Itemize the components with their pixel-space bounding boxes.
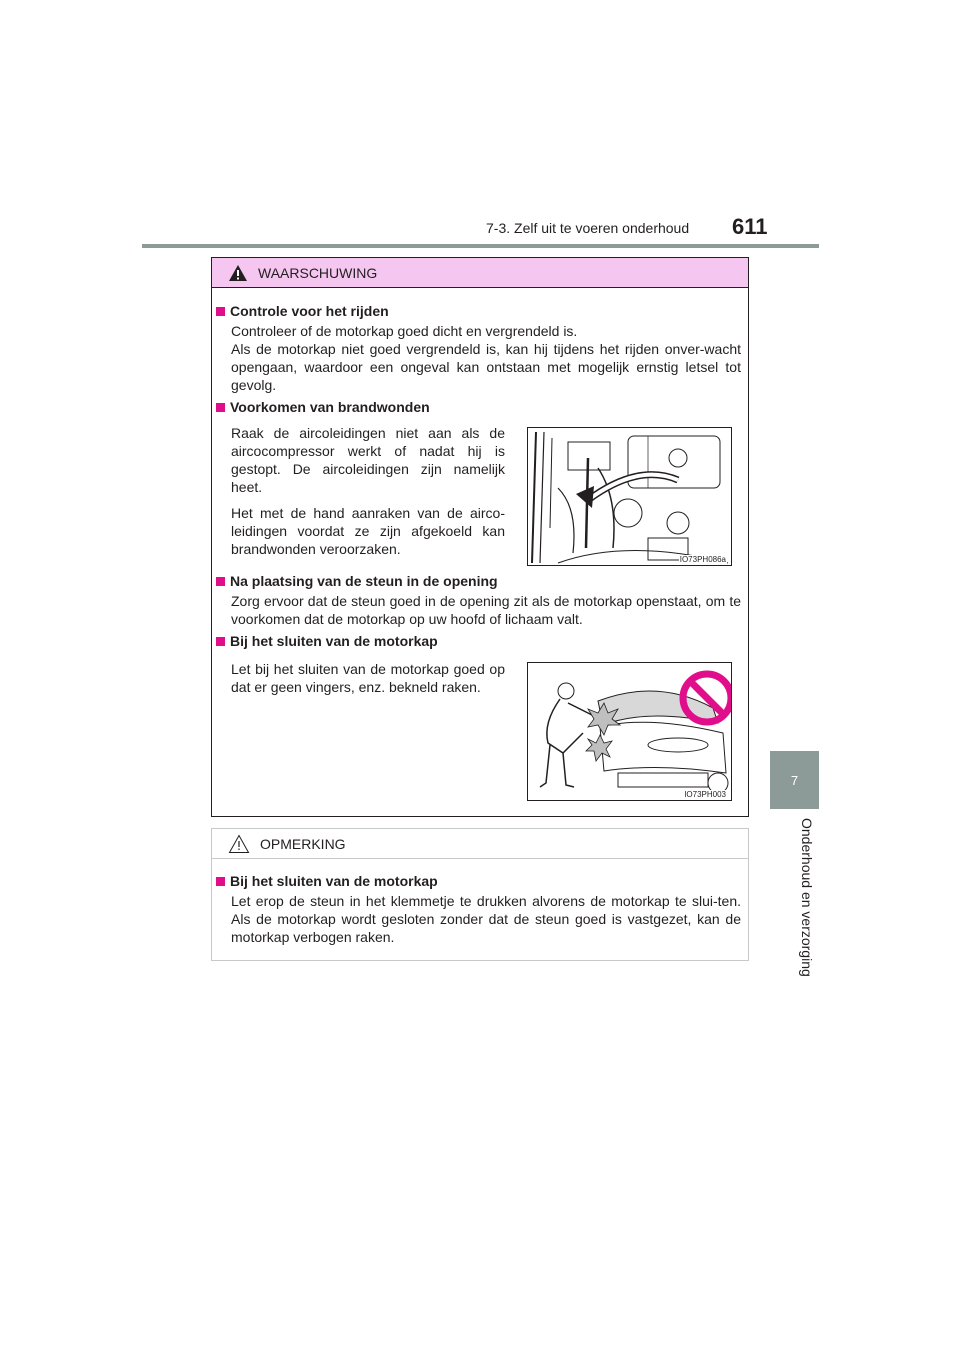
section-text-closing	[231, 660, 505, 696]
section-title-text: Voorkomen van brandwonden	[230, 399, 430, 415]
paragraph: Zorg ervoor dat de steun goed in de opening zit als de motorkap openstaat, om te voorkomen dat de motorkap op uw hoofd of lichaam valt.	[231, 593, 741, 627]
section-title-text: Bij het sluiten van de motorkap	[230, 633, 438, 649]
section-title-text: Na plaatsing van de steun in de opening	[230, 573, 498, 589]
paragraph: Als de motorkap niet goed vergrendeld is, kan hij tijdens het rijden onver-wacht opengaan, waardoor een ongeval kan ontstaan met mogelijk ernstig letsel tot gevolg.	[231, 341, 741, 393]
section-text-support	[231, 592, 741, 628]
closing-hood-illustration	[527, 662, 732, 801]
section-title-text: Controle voor het rijden	[230, 303, 389, 319]
section-bullet-icon	[216, 577, 225, 586]
paragraph: Let erop de steun in het klemmetje te drukken alvorens de motorkap te slui-ten. Als de motorkap wordt gesloten zonder dat de steun goed is vastgezet, kan de motorkap verbogen raken.	[231, 893, 741, 945]
notice-triangle-icon	[228, 834, 250, 854]
section-text-burns	[231, 424, 505, 558]
note-label: OPMERKING	[260, 835, 346, 852]
closing-hood-drawing	[528, 663, 732, 801]
paragraph: Raak de aircoleidingen niet aan als de aircocompressor werkt of nadat hij is gestopt. De aircoleidingen zijn namelijk heet.	[231, 425, 505, 495]
section-title-note	[216, 873, 438, 889]
illustration-code: IO73PH086a	[679, 555, 726, 564]
section-bullet-icon	[216, 637, 225, 646]
illustration-code: IO73PH003	[684, 790, 726, 799]
note-box	[211, 828, 749, 961]
page-number: 611	[732, 214, 768, 239]
header-section-title: 7-3. Zelf uit te voeren onderhoud	[486, 220, 690, 236]
section-bullet-icon	[216, 307, 225, 316]
paragraph: Let bij het sluiten van de motorkap goed op dat er geen vingers, enz. bekneld raken.	[231, 661, 505, 695]
section-text-note	[231, 892, 741, 946]
section-title-text: Bij het sluiten van de motorkap	[230, 873, 438, 889]
warning-header	[212, 258, 748, 288]
paragraph: Controleer of de motorkap goed dicht en vergrendeld is.	[231, 323, 578, 339]
paragraph: Het met de hand aanraken van de airco-leidingen voordat ze zijn afgekoeld kan brandwonden veroorzaken.	[231, 505, 505, 557]
chapter-tab-number: 7	[770, 751, 819, 809]
section-title-check	[216, 303, 389, 319]
warning-box	[211, 257, 749, 817]
section-text-check	[231, 322, 741, 394]
engine-bay-illustration	[527, 427, 732, 566]
warning-triangle-icon	[228, 264, 248, 282]
warning-label: WAARSCHUWING	[258, 264, 378, 281]
section-bullet-icon	[216, 877, 225, 886]
section-title-burns	[216, 399, 430, 415]
section-title-support	[216, 573, 498, 589]
chapter-tab-title: Onderhoud en verzorging	[799, 818, 815, 977]
section-title-closing	[216, 633, 438, 649]
engine-bay-drawing	[528, 428, 732, 566]
note-header	[212, 829, 748, 859]
header-rule	[142, 244, 819, 248]
section-bullet-icon	[216, 403, 225, 412]
